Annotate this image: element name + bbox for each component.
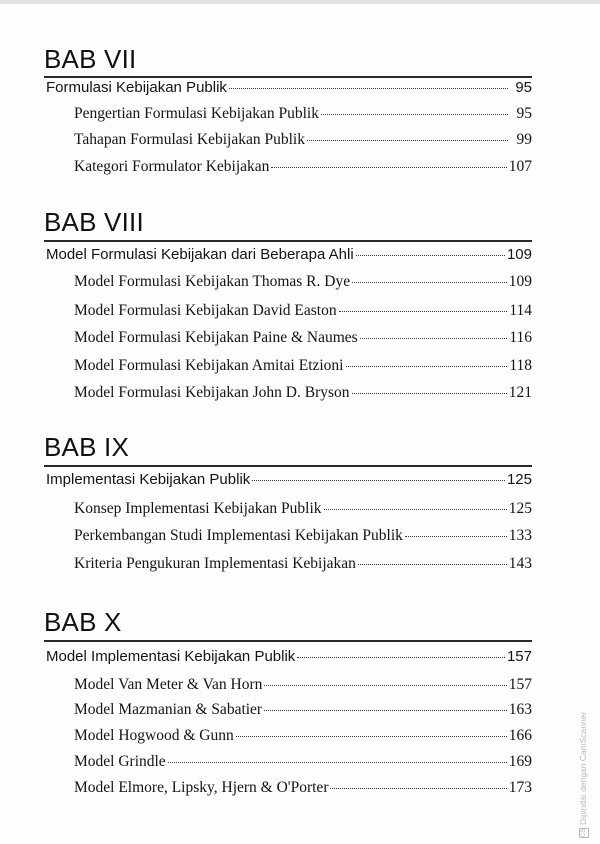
toc-page-number: 169 — [508, 753, 532, 770]
toc-entry — [74, 384, 532, 402]
leader-dots — [330, 788, 506, 789]
toc-entry — [74, 500, 532, 518]
leader-dots — [339, 311, 508, 312]
section-heading: BAB VIII — [44, 207, 144, 237]
toc-page-number: 95 — [515, 79, 532, 96]
toc-page-number: 114 — [509, 302, 532, 319]
toc-entry-title: Model Formulasi Kebijakan Paine & Naumes — [74, 329, 358, 346]
toc-chapter-entry — [46, 246, 532, 263]
section-heading: BAB IX — [44, 432, 130, 462]
section-heading: BAB VII — [44, 44, 137, 74]
toc-page-number: 163 — [508, 701, 532, 718]
toc-entry-title: Model Formulasi Kebijakan John D. Bryson — [74, 384, 350, 401]
leader-dots — [358, 564, 507, 565]
toc-entry — [74, 701, 532, 719]
toc-page-number: 107 — [508, 158, 532, 175]
leader-dots — [307, 140, 508, 141]
toc-entry — [74, 727, 532, 745]
watermark-text: Dipindai dengan CamScanner — [578, 711, 588, 825]
toc-page-number: 125 — [508, 500, 532, 517]
page-top-edge — [0, 0, 600, 4]
leader-dots — [360, 338, 508, 339]
leader-dots — [271, 167, 506, 168]
leader-dots — [352, 393, 507, 394]
toc-entry-title: Kategori Formulator Kebijakan — [74, 158, 270, 175]
leader-dots — [229, 88, 508, 89]
toc-entry — [74, 555, 532, 573]
toc-page-number: 99 — [516, 131, 532, 148]
toc-entry-title: Model Hogwood & Gunn — [74, 727, 234, 744]
toc-chapter-entry — [46, 648, 532, 665]
toc-chapter-title: Formulasi Kebijakan Publik — [46, 79, 227, 96]
leader-dots — [297, 657, 505, 658]
toc-entry — [74, 779, 532, 797]
toc-entry-title: Model Formulasi Kebijakan Thomas R. Dye — [74, 273, 351, 290]
toc-entry-title: Kriteria Pengukuran Implementasi Kebijakan — [74, 555, 356, 572]
toc-entry — [74, 105, 532, 123]
toc-page-number: 166 — [508, 727, 532, 744]
toc-page-number: 157 — [506, 648, 532, 665]
leader-dots — [236, 736, 507, 737]
toc-chapter-title: Implementasi Kebijakan Publik — [46, 471, 251, 488]
toc-page-number: 95 — [516, 105, 532, 122]
leader-dots — [356, 255, 505, 256]
scanner-watermark — [578, 712, 589, 838]
toc-page-number: 121 — [508, 384, 532, 401]
leader-dots — [321, 114, 508, 115]
toc-entry-title: Model Elmore, Lipsky, Hjern & O'Porter — [74, 779, 329, 796]
toc-page-number: 143 — [508, 555, 532, 572]
leader-dots — [352, 282, 507, 283]
toc-page-number: 109 — [508, 273, 532, 290]
toc-entry-title: Perkembangan Studi Implementasi Kebijakan Publik — [74, 527, 403, 544]
toc-page-number: 125 — [506, 471, 532, 488]
toc-entry — [74, 302, 532, 320]
toc-entry — [74, 676, 532, 694]
toc-entry-title: Tahapan Formulasi Kebijakan Publik — [74, 131, 305, 148]
toc-entry-title: Model Grindle — [74, 753, 166, 770]
leader-dots — [324, 509, 507, 510]
toc-chapter-entry — [46, 471, 532, 488]
leader-dots — [252, 480, 505, 481]
toc-entry-title: Konsep Implementasi Kebijakan Publik — [74, 500, 322, 517]
toc-page-number: 133 — [508, 527, 532, 544]
toc-entry — [74, 527, 532, 545]
toc-page-number: 118 — [509, 357, 532, 374]
toc-entry-title: Model Mazmanian & Sabatier — [74, 701, 263, 718]
toc-entry — [74, 131, 532, 149]
toc-entry — [74, 753, 532, 771]
section-rule — [44, 640, 532, 642]
toc-entry-title: Model Formulasi Kebijakan David Easton — [74, 302, 337, 319]
section-heading: BAB X — [44, 607, 122, 637]
toc-entry — [74, 273, 532, 291]
toc-entry-title: Model Formulasi Kebijakan Amitai Etzioni — [74, 357, 344, 374]
section-rule — [44, 465, 532, 467]
section-rule — [44, 240, 532, 242]
toc-entry-title: Pengertian Formulasi Kebijakan Publik — [74, 105, 319, 122]
toc-entry — [74, 158, 532, 176]
toc-entry-title: Model Van Meter & Van Horn — [74, 676, 263, 693]
toc-page-number: 157 — [508, 676, 532, 693]
toc-entry — [74, 329, 532, 347]
section-rule — [44, 76, 532, 78]
toc-entry — [74, 357, 532, 375]
toc-page-number: 116 — [509, 329, 532, 346]
leader-dots — [346, 366, 508, 367]
leader-dots — [264, 710, 507, 711]
toc-page-number: 173 — [508, 779, 532, 796]
leader-dots — [168, 762, 507, 763]
toc-chapter-entry — [46, 79, 532, 96]
leader-dots — [264, 685, 506, 686]
leader-dots — [405, 536, 507, 537]
cs-scanner-icon: CS — [580, 828, 587, 837]
toc-chapter-title: Model Implementasi Kebijakan Publik — [46, 648, 296, 665]
toc-chapter-title: Model Formulasi Kebijakan dari Beberapa Ahli — [46, 246, 354, 263]
toc-page-number: 109 — [506, 246, 532, 263]
